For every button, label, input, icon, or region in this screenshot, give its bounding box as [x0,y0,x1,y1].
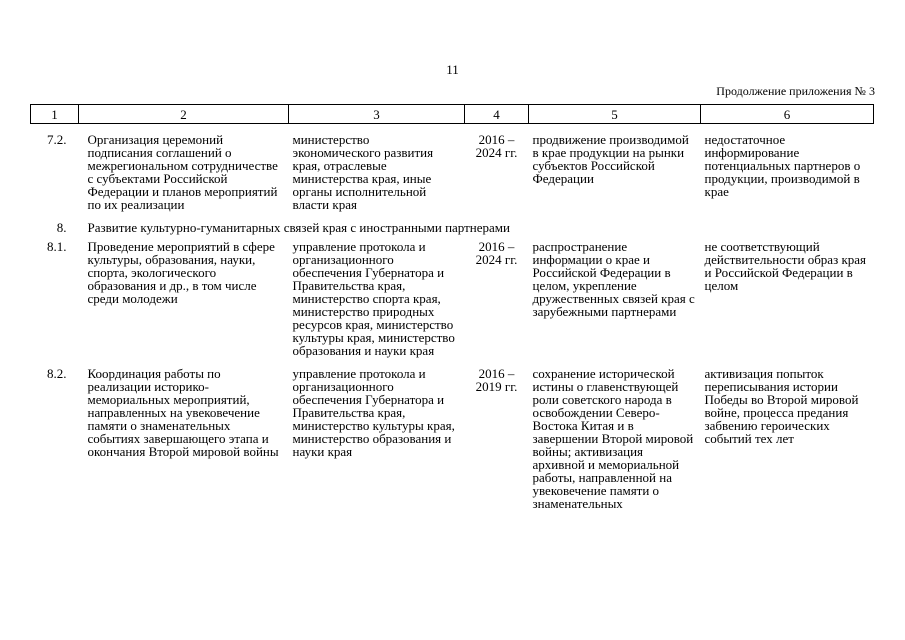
row-risk: активизация попыток переписывания истории Победы во Второй мировой войне, процесса предания забвению героических событий тех лет [704,366,859,446]
row-activity: Координация работы по реализации историко-мемориальных мероприятий, направленных на увековечение памяти о знаменательных событиях завершающего этапа и окончания Второй мировой войны [87,366,279,459]
column-header: 4 [465,105,529,124]
table-row [31,367,874,520]
row-executors: управление протокола и организационного обеспечения Губернатора и Правительства края, министерство культуры края, министерство образования и науки края [292,366,455,459]
row-years: 2016 – 2019 гг. [475,366,518,394]
row-result: распространение информации о крае и Российской Федерации в целом, укрепление дружественных связей края с зарубежными партнерами [532,239,695,319]
column-header: 3 [289,105,465,124]
column-header: 1 [31,105,79,124]
row-years: 2016 – 2024 гг. [475,239,518,267]
continuation-label: Продолжение приложения № 3 [716,84,875,98]
row-activity: Организация церемоний подписания соглашений о межрегиональном сотрудничестве с субъектами Российской Федерации и планов мероприятий по их реализации [87,132,278,212]
table-row [31,133,874,221]
row-activity: Проведение мероприятий в сфере культуры, образования, науки, спорта, экологического образования и др., в том числе среди молодежи [87,239,275,306]
row-risk: недостаточное информирование потенциальных партнеров о продукции, производимой в крае [704,132,861,199]
row-number: 8.2. [47,366,67,381]
section-title: Развитие культурно-гуманитарных связей края с иностранными партнерами [87,220,510,235]
row-executors: министерство экономического развития края, отраслевые министерства края, иные органы исполнительной власти края [292,132,434,212]
row-executors: управление протокола и организационного обеспечения Губернатора и Правительства края, министерство спорта края, министерство природных ресурсов края, министерство культуры края, министерство образования и науки края [292,239,455,358]
row-number: 7.2. [47,132,67,147]
row-result: сохранение исторической истины о главенствующей роли советского народа в освобождении Северо-Востока Китая и в завершении Второй мировой войны; активизация архивной и мемориальной работы, направленной на увековечение памяти о знаменательных [532,366,694,511]
measures-table [30,104,874,520]
table-row [31,240,874,367]
row-result: продвижение производимой в крае продукции на рынки субъектов Российской Федерации [532,132,689,186]
section-number: 8. [56,220,67,235]
page-number: 11 [446,62,459,77]
section-row [31,221,874,240]
column-header: 2 [79,105,289,124]
row-risk: не соответствующий действительности образ края и Российской Федерации в целом [704,239,867,293]
column-header: 6 [701,105,874,124]
column-header-row [31,105,874,124]
row-years: 2016 – 2024 гг. [475,132,518,160]
row-number: 8.1. [47,239,67,254]
column-header: 5 [529,105,701,124]
